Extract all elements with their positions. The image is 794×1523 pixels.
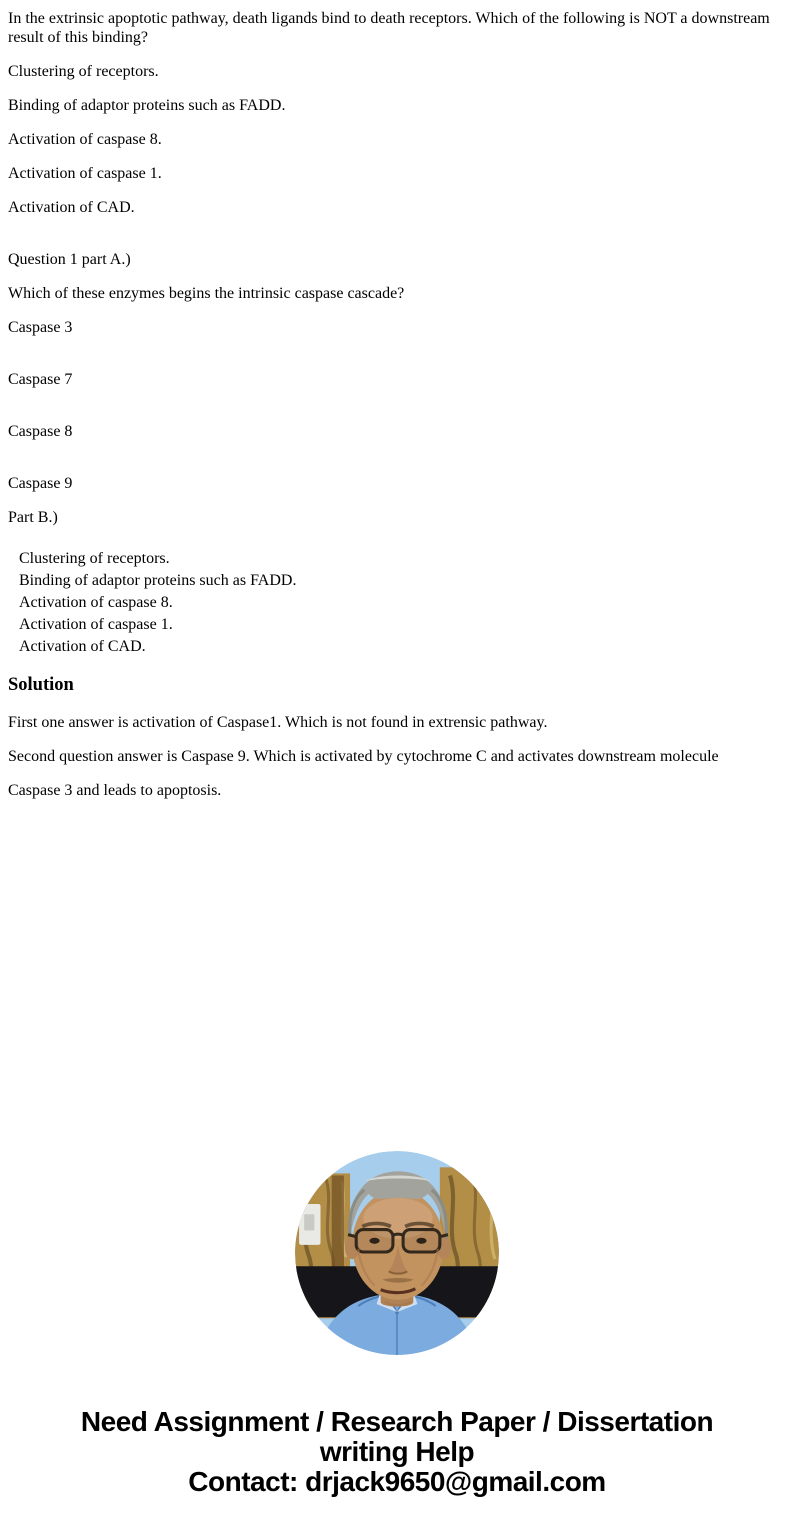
footer-contact: Contact: drjack9650@gmail.com [188, 1466, 606, 1497]
footer-headline-line1: Need Assignment / Research Paper / Dissertation [80, 1406, 714, 1437]
spacer [8, 352, 786, 370]
solution-paragraph-3: Caspase 3 and leads to apoptosis. [8, 782, 222, 799]
part-b-option-5: Activation of CAD. [19, 638, 146, 655]
part-a-option-4: Caspase 9 [8, 475, 73, 492]
part-b-label: Part B.) [8, 509, 58, 526]
footer-headline-line2: writing Help [319, 1436, 475, 1467]
footer-banner [8, 1407, 786, 1497]
part-b-option-1: Clustering of receptors. [19, 550, 170, 567]
question-option-1: Clustering of receptors. [8, 63, 159, 80]
question-intro: In the extrinsic apoptotic pathway, death ligands bind to death receptors. Which of the following is NOT a downstream result of this binding? [8, 10, 770, 46]
question-option-3: Activation of caspase 8. [8, 131, 162, 148]
part-b-option-3: Activation of caspase 8. [19, 594, 173, 611]
tutor-photo-image [295, 1151, 499, 1355]
part-a-label: Question 1 part A.) [8, 251, 131, 268]
part-b-option-4: Activation of caspase 1. [19, 616, 173, 633]
part-a-question: Which of these enzymes begins the intrinsic caspase cascade? [8, 285, 405, 302]
spacer [8, 456, 786, 474]
part-a-option-1: Caspase 3 [8, 319, 73, 336]
solution-paragraph-2: Second question answer is Caspase 9. Which is activated by cytochrome C and activates downstream molecule [8, 748, 719, 765]
tutor-photo [295, 1151, 499, 1355]
part-b-option-2: Binding of adaptor proteins such as FADD. [19, 572, 297, 589]
part-b-option-list [8, 548, 786, 658]
spacer [8, 404, 786, 422]
solution-heading: Solution [8, 675, 74, 695]
question-option-4: Activation of caspase 1. [8, 165, 162, 182]
solution-paragraph-1: First one answer is activation of Caspase1. Which is not found in extrensic pathway. [8, 714, 548, 731]
question-option-2: Binding of adaptor proteins such as FADD. [8, 97, 286, 114]
question-option-5: Activation of CAD. [8, 199, 135, 216]
tutor-photo-container [8, 1151, 786, 1355]
part-a-option-3: Caspase 8 [8, 423, 73, 440]
part-a-option-2: Caspase 7 [8, 371, 73, 388]
spacer [8, 232, 786, 250]
